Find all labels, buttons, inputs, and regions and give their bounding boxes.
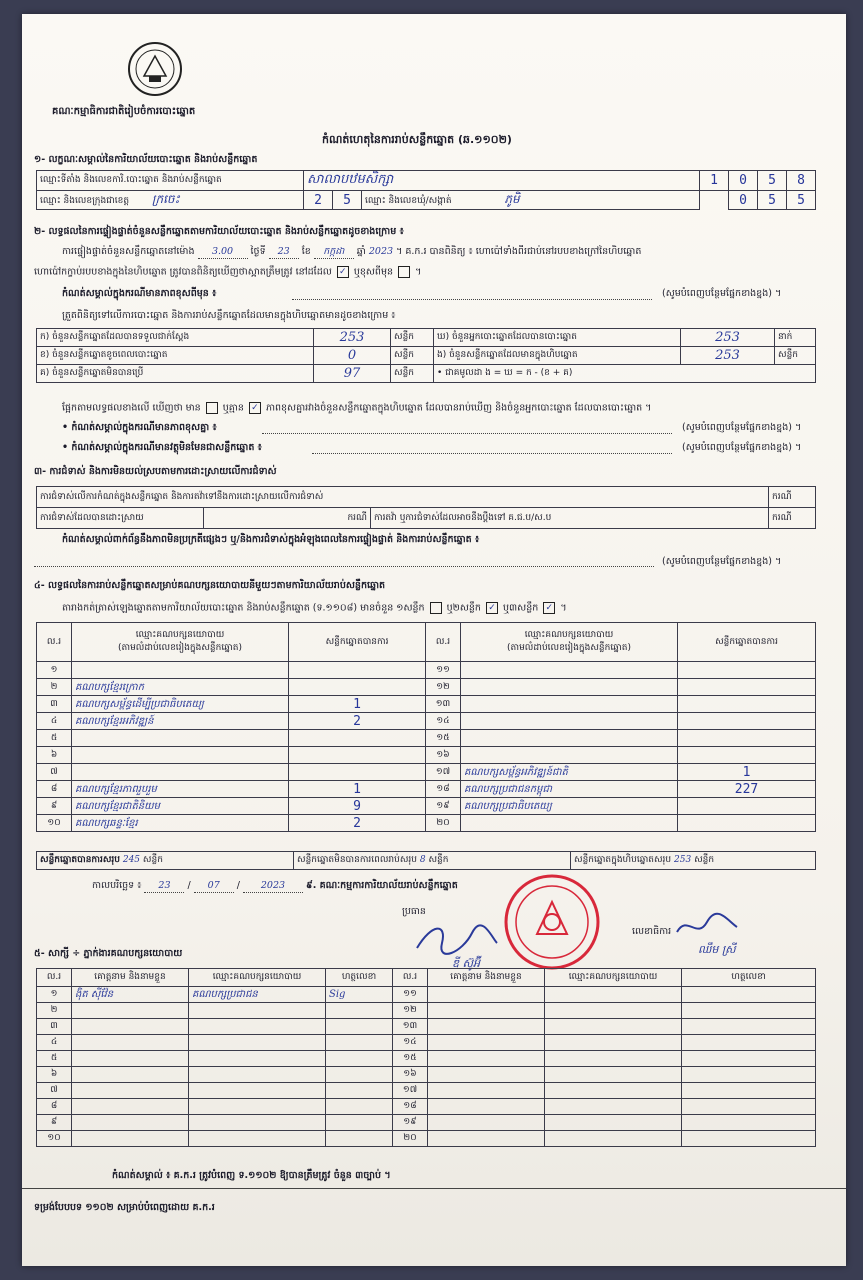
see-back-note: (សូមបំពេញបន្ថែមផ្នែកខាងខ្នង) ។ [662,556,782,567]
row-no: ១០ [37,1131,72,1147]
verify-value: 253 [681,347,775,365]
bullet-difference: • កំណត់សម្គាល់ក្នុងករណីមានភាពខុសគ្នា ៖ [62,422,217,433]
witness-row [37,1131,816,1147]
digit: 0 [729,191,758,210]
vote-count [289,730,426,747]
witness-signature [326,1083,393,1099]
witness-name [428,1035,545,1051]
party-name [72,662,289,679]
row-no: ១៩ [426,798,461,815]
row-no: ១២ [426,679,461,696]
row-no: ៧ [37,1083,72,1099]
witness-name [72,1115,189,1131]
witness-signature [326,1099,393,1115]
chair-signature [412,918,502,958]
vote-count [678,696,816,713]
row-no: ២ [37,679,72,696]
witness-row [37,1099,816,1115]
bullet-foreign-object: • កំណត់សម្គាល់ក្នុងករណីមានវត្ថុមិនមែនជាសន្លឹកឆ្នោត ៖ [62,442,262,453]
commune-label: ឈ្មោះ និងលេខឃុំ/សង្កាត់ ភូមិ [362,191,700,210]
case-label: ករណី [769,508,816,529]
witness-signature [326,1067,393,1083]
witness-party [545,1067,682,1083]
compare-line: ផ្អែកតាមលទ្ធផលខាងលើ ឃើញថា មាន ឬគ្មាន ✓ ភាពខុសគ្នារវាងចំនួនសន្លឹកឆ្នោតក្នុងហិបឆ្នោត ដែលបានរាប់ឃើញ និងចំនួនអ្នកបោះឆ្នោត ដែលបានបោះឆ្នោត ។ [62,402,652,414]
vote-count: 1 [289,781,426,798]
result-row [37,662,816,679]
secretary-signature [672,912,742,942]
witness-party [545,1003,682,1019]
col-no: ល.រ [37,623,72,662]
party-name: គណបក្សខ្មែរភាពរួបរួម [72,781,289,798]
result-row [37,747,816,764]
witness-row [37,1003,816,1019]
verify-value: 97 [314,365,391,383]
witness-name [72,1035,189,1051]
official-stamp [502,872,602,972]
secretary-label: លេខាធិការ [632,926,672,937]
witness-row [37,987,816,1003]
row-no: ៩ [37,798,72,815]
col-no: ល.រ [426,623,461,662]
digit: 5 [758,171,787,191]
vote-count [678,713,816,730]
col-no: ល.រ [37,969,72,987]
party-name [461,747,678,764]
witness-name [428,1131,545,1147]
irregularity-note: កំណត់សម្គាល់ពាក់ព័ន្ធនឹងភាពមិនប្រក្រតីផ្សេងៗ ឬ/និងការជំទាស់ក្នុងអំឡុងពេលនៃការផ្ទៀងផ្ទាត់ និងការរាប់សន្លឹកឆ្នោត ៖ [62,534,480,545]
verify-label: ឃ) ចំនួនអ្នកបោះឆ្នោតដែលបានបោះឆ្នោត [434,329,681,347]
row-no: ៨ [37,781,72,798]
normal-checkbox[interactable]: ✓ [337,266,349,278]
witness-name [428,1115,545,1131]
verify-label: គ) ចំនួនសន្លឹកឆ្នោតមិនបានប្រើ [37,365,314,383]
digit: 2 [304,191,333,210]
digit: 1 [700,171,729,191]
witness-party [189,1115,326,1131]
party-name [461,662,678,679]
witness-signature [682,1131,816,1147]
vote-count: 1 [678,764,816,781]
party-name: គណបក្សសម្ព័ន្ធអភិវឌ្ឍន៍ជាតិ [461,764,678,781]
tally-sheet-count: តារាងកត់ត្រាស់ឡេងឆ្នោតតាមការិយាល័យបោះឆ្នោត និងរាប់សន្លឹកឆ្នោត (ទ.១១០៨) មានចំនួន ១សន្លឹក ឬ២សន្លឹក ✓ ឬ៣សន្លឹក ✓ ។ [62,602,567,614]
verify-line: ការផ្ទៀងផ្ទាត់ចំនួនសន្លឹកឆ្នោតនៅម៉ោង 3.00 ថ្ងៃទី 23 ខែ កក្កដា ឆ្នាំ 2023 ។ គ.ក.រ បានពិនិត្យ ៖ ហោប៉ៅទាំងពីរជាប់នៅរបបខាងក្រៅនៃហិបឆ្នោត [62,246,642,257]
witness-row [37,1019,816,1035]
row-no: ៦ [37,747,72,764]
witness-name [72,1051,189,1067]
row-no: ៣ [37,1019,72,1035]
resolved-label: ការជំទាស់ដែលបានដោះស្រាយ [37,508,204,529]
row-no: ១៩ [393,1115,428,1131]
vote-count [678,662,816,679]
verify-label: ក) ចំនួនសន្លឹកឆ្នោតដែលបានទទួលជាក់ស្ដែង [37,329,314,347]
appeal-label: ការតវ៉ា ឬការជំទាស់ដែលអាចនឹងប្ដឹងទៅ គ.ជ.ប/ស.ប [371,508,769,529]
result-row [37,679,816,696]
row-no: ៣ [37,696,72,713]
result-row [37,764,816,781]
two-sheet-checkbox[interactable]: ✓ [486,602,498,614]
chair-label: ប្រធាន [402,906,426,917]
unit: សន្លឹក [391,365,434,383]
party-name: គណបក្សឆន្ទៈខ្មែរ [72,815,289,832]
row-no: ១៧ [393,1083,428,1099]
witness-party: គណបក្សប្រជាជន [189,987,326,1003]
party-name: គណបក្សខ្មែរក្រោក [72,679,289,696]
col-party: ឈ្មោះគណបក្សនយោបាយ [189,969,326,987]
committee-emblem [126,40,184,98]
witness-name [72,1099,189,1115]
col-no: ល.រ [393,969,428,987]
witness-signature [682,1051,816,1067]
row-no: ១១ [393,987,428,1003]
row-no: ១៨ [393,1099,428,1115]
witness-name [428,1099,545,1115]
party-name: គណបក្សប្រជាជនកម្ពុជា [461,781,678,798]
ballot-count-form [22,14,846,1266]
location-value: សាលាបឋមសិក្សា [304,171,700,191]
chair-name: ឌី ស៊ូអ៊ី [452,957,480,970]
col-votes: សន្លឹកឆ្នោតបានការ [678,623,816,662]
witness-party [189,1019,326,1035]
province-label: ឈ្មោះ និងលេខក្រុងជាខេត្ត ក្រចេះ [37,191,304,210]
difference-no-checkbox[interactable]: ✓ [249,402,261,414]
row-no: ៥ [37,1051,72,1067]
row-no: ១ [37,662,72,679]
form-footer: ទម្រង់បែបបទ ១១០២ សម្រាប់បំពេញដោយ គ.ក.រ [34,1202,215,1213]
witness-party [545,1019,682,1035]
witness-name: ង៉ិត សុីវ៉ែន [72,987,189,1003]
col-signature: ហត្ថលេខា [326,969,393,987]
location-label: ឈ្មោះទីតាំង និងលេខការិ.បោះឆ្នោត និងរាប់សន្លឹកឆ្នោត [37,171,304,191]
witness-party [545,1115,682,1131]
totals-table [36,851,816,870]
row-no: ១២ [393,1003,428,1019]
result-row [37,713,816,730]
party-name [461,696,678,713]
verify-value: 253 [314,329,391,347]
party-name [461,679,678,696]
form-title: កំណត់ហេតុនៃការរាប់សន្លឹកឆ្នោត (ឆ.១១០២) [322,133,512,146]
witness-name [72,1003,189,1019]
row-no: ២០ [393,1131,428,1147]
party-name [72,764,289,781]
vote-count: 1 [289,696,426,713]
verification-table [36,328,816,383]
abnormal-checkbox[interactable] [398,266,410,278]
witness-party [545,1035,682,1051]
see-back-note: (សូមបំពេញបន្ថែមផ្នែកខាងខ្នង) ។ [682,442,802,453]
witness-name [428,1083,545,1099]
signature-date: កាលបរិច្ឆេទ ៖ 23 / 07 / 2023 ៩. គណៈកម្មការការិយាល័យរាប់សន្លឹកឆ្នោត [92,880,458,891]
result-row [37,781,816,798]
row-no: ១០ [37,815,72,832]
col-party: ឈ្មោះគណបក្សនយោបាយ [545,969,682,987]
col-signature: ហត្ថលេខា [682,969,816,987]
witness-row [37,1115,816,1131]
row-no: ២០ [426,815,461,832]
witness-name [428,1003,545,1019]
witness-party [189,1083,326,1099]
objection-label: ការជំទាស់លើការកំណត់ក្នុងសន្លឹកឆ្នោត និងការតវ៉ាទៅនឹងការដោះស្រាយលើការជំទាស់ [37,487,769,508]
party-name: គណបក្សប្រជាធិបតេយ្យ [461,798,678,815]
row-no: ១៨ [426,781,461,798]
result-row [37,798,816,815]
witness-signature [326,1019,393,1035]
three-sheet-checkbox[interactable]: ✓ [543,602,555,614]
witness-signature [682,1083,816,1099]
section3-heading: ៣- ការជំទាស់ និងការមិនយល់ស្របតាមការដោះស្រាយលើការជំទាស់ [34,466,277,477]
completion-note: កំណត់សម្គាល់ ៖ គ.ក.រ ត្រូវបំពេញ ទ.១១០២ ឱ្យបានត្រឹមត្រូវ ចំនួន ៣ច្បាប់ ។ [112,1170,391,1181]
note-abnormal: កំណត់សម្គាល់ក្នុងករណីមានភាពខុសពីមុន ៖ [62,288,217,299]
row-no: ៦ [37,1067,72,1083]
party-name [461,713,678,730]
witness-party [189,1067,326,1083]
witness-party [545,1083,682,1099]
row-no: ៩ [37,1115,72,1131]
witness-signature: Sig [326,987,393,1003]
row-no: ១៣ [393,1019,428,1035]
verify-value: 253 [681,329,775,347]
total-invalid: សន្លឹកឆ្នោតមិនបានការពេលរាប់សរុប 8 សន្លឹក [294,852,571,870]
case-label: ករណី [769,487,816,508]
witness-name [428,987,545,1003]
witness-party [545,1131,682,1147]
vote-count [678,679,816,696]
vote-count [678,747,816,764]
witness-signature [682,1035,816,1051]
witness-name [72,1131,189,1147]
witness-name [72,1019,189,1035]
row-no: ១៧ [426,764,461,781]
section1-heading: ១- លក្ខណៈសម្គាល់នៃការិយាល័យបោះឆ្នោត និងរាប់សន្លឹកឆ្នោត [34,154,258,165]
digit: 5 [787,191,816,210]
party-name: គណបក្សសម្ព័ន្ធដើម្បីប្រជាធិបតេយ្យ [72,696,289,713]
witness-signature [682,1019,816,1035]
vote-count [678,815,816,832]
witness-signature [326,1051,393,1067]
witness-row [37,1035,816,1051]
unit: នាក់ [775,329,816,347]
formula: • ជាគមូលដា ង = ឃ = ក - (ខ + គ) [434,365,816,383]
col-name: គោត្តនាម និងនាមខ្លួន [72,969,189,987]
row-no: ១៦ [393,1067,428,1083]
witness-signature [682,1115,816,1131]
witness-party [189,1035,326,1051]
row-no: ៧ [37,764,72,781]
col-party: ឈ្មោះគណបក្សនយោបាយ (តាមលំដាប់លេខរៀងក្នុងសន្លឹកឆ្នោត) [461,623,678,662]
digit: 8 [787,171,816,191]
vote-count [678,798,816,815]
vote-count [289,764,426,781]
witness-party [545,987,682,1003]
see-back-note: (សូមបំពេញបន្ថែមផ្នែកខាងខ្នង) ។ [662,288,782,299]
unit: សន្លឹក [775,347,816,365]
witness-party [189,1131,326,1147]
digit: 5 [333,191,362,210]
witness-signature [326,1115,393,1131]
witness-row [37,1051,816,1067]
row-no: ១៣ [426,696,461,713]
secretary-name: ឈឹម ស្រី [698,943,736,956]
row-no: ៥ [37,730,72,747]
results-table [36,622,816,832]
party-name [72,747,289,764]
witness-name [72,1083,189,1099]
witness-name [72,1067,189,1083]
witness-name [428,1067,545,1083]
vote-count [289,747,426,764]
verify-label: ខ) ចំនួនសន្លឹកឆ្នោតខូចពេលបោះឆ្នោត [37,347,314,365]
witness-signature [682,1003,816,1019]
see-back-note: (សូមបំពេញបន្ថែមផ្នែកខាងខ្នង) ។ [682,422,802,433]
witness-table [36,968,816,1147]
result-row [37,815,816,832]
objection-table: ការជំទាស់លើការកំណត់ក្នុងសន្លឹកឆ្នោត និងការតវ៉ាទៅនឹងការដោះស្រាយលើការជំទាស់ ករណី ការជំទាស់ដែលបានដោះស្រាយ ករណី ការតវ៉ា ឬការជំទាស់ដែលអាចនឹងប្ដឹងទៅ គ.ជ.ប/ស.ប ករណី [36,486,816,529]
check-prompt: ត្រួតពិនិត្យទៅលើការបោះឆ្នោត និងការរាប់សន្លឹកឆ្នោតដែលមានក្នុងហិបឆ្នោតមានដូចខាងក្រោម ៖ [62,310,396,321]
witness-name [428,1019,545,1035]
section4-heading: ៤- លទ្ធផលនៃការរាប់សន្លឹកឆ្នោតសម្រាប់គណបក្សនយោបាយនីមួយៗតាមការិយាល័យរាប់សន្លឹកឆ្នោត [34,580,386,591]
party-name: គណបក្សខ្មែរជាតិនិយម [72,798,289,815]
total-valid: សន្លឹកឆ្នោតបានការសរុប 245 សន្លឹក [37,852,294,870]
witness-signature [682,987,816,1003]
vote-count [678,730,816,747]
witness-party [189,1003,326,1019]
row-no: ៨ [37,1099,72,1115]
row-no: ៤ [37,713,72,730]
party-name [461,730,678,747]
verify-line2: ហោប៉ៅកក្ខាប់របបខាងក្នុងនៃហិបឆ្នោត ត្រូវបានពិនិត្យឃើញថាស្អាតត្រឹមត្រូវ នៅដដែល ✓ ឬខុសពីមុន ។ [34,266,422,278]
party-name [461,815,678,832]
witness-party [545,1051,682,1067]
row-no: ១ [37,987,72,1003]
one-sheet-checkbox[interactable] [430,602,442,614]
witness-party [189,1051,326,1067]
witness-row [37,1083,816,1099]
party-name: គណបក្សខ្មែរអភិវឌ្ឍន៍ [72,713,289,730]
difference-yes-checkbox[interactable] [206,402,218,414]
col-name: គោត្តនាម និងនាមខ្លួន [428,969,545,987]
vote-count: 2 [289,815,426,832]
vote-count [289,662,426,679]
row-no: ១១ [426,662,461,679]
section2-heading: ២- លទ្ធផលនៃការផ្ទៀងផ្ទាត់ចំនួនសន្លឹកឆ្នោតតាមការិយាល័យបោះឆ្នោត និងរាប់សន្លឹកឆ្នោតដូចខាងក្រោម ៖ [34,226,404,237]
row-no: ១៤ [393,1035,428,1051]
row-no: ១៥ [426,730,461,747]
witness-signature [326,1035,393,1051]
witness-party [189,1099,326,1115]
result-row [37,696,816,713]
row-no: ១៥ [393,1051,428,1067]
result-row [37,730,816,747]
section5-heading: ៥- សាក្សី ÷ ភ្នាក់ងារគណបក្សនយោបាយ [34,948,183,959]
digit: 5 [758,191,787,210]
vote-count: 2 [289,713,426,730]
vote-count: 227 [678,781,816,798]
location-table [36,170,816,210]
witness-party [545,1099,682,1115]
row-no: ២ [37,1003,72,1019]
witness-signature [682,1067,816,1083]
row-no: ៤ [37,1035,72,1051]
witness-name [428,1051,545,1067]
total-in-box: សន្លឹកឆ្នោតក្នុងហិបឆ្នោតសរុប 253 សន្លឹក [571,852,816,870]
party-name [72,730,289,747]
vote-count: 9 [289,798,426,815]
committee-name: គណៈកម្មាធិការជាតិរៀបចំការបោះឆ្នោត [52,106,196,117]
vote-count [289,679,426,696]
col-votes: សន្លឹកឆ្នោតបានការ [289,623,426,662]
witness-signature [326,1003,393,1019]
unit: សន្លឹក [391,347,434,365]
verify-label: ង) ចំនួនសន្លឹកឆ្នោតដែលមានក្នុងហិបឆ្នោត [434,347,681,365]
row-no: ១៦ [426,747,461,764]
witness-signature [682,1099,816,1115]
witness-row [37,1067,816,1083]
col-party: ឈ្មោះគណបក្សនយោបាយ (តាមលំដាប់លេខរៀងក្នុងសន្លឹកឆ្នោត) [72,623,289,662]
digit: 0 [729,171,758,191]
witness-signature [326,1131,393,1147]
unit: សន្លឹក [391,329,434,347]
verify-value: 0 [314,347,391,365]
row-no: ១៤ [426,713,461,730]
